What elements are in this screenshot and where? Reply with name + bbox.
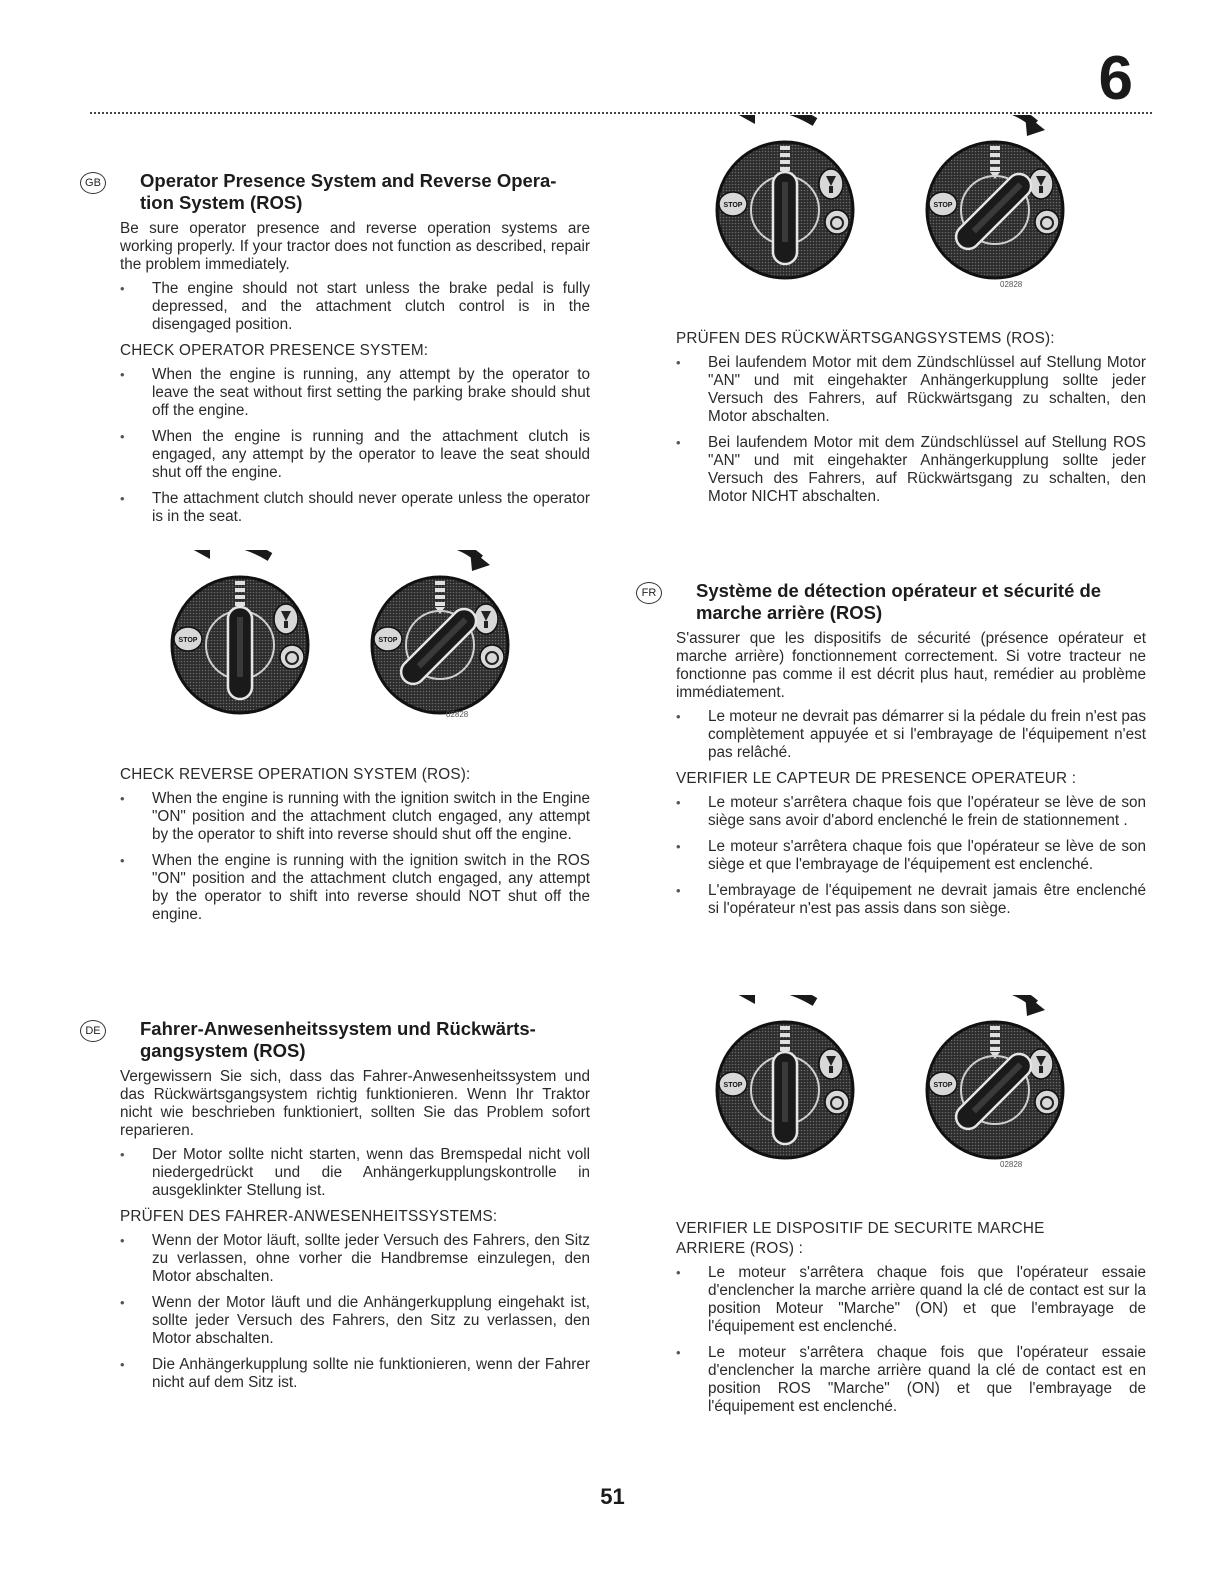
list-item: • Bei laufendem Motor mit dem Zündschlüssel auf Stellung Motor "AN" und mit eingehakter Anhängerkupplung sollte jeder Versuch des Fahrers, auf Rückwärtsgang zu schalten, den Motor abschalten. <box>676 354 1146 426</box>
de-check-ros-list <box>676 354 1146 506</box>
list-item: • L'embrayage de l'équipement ne devrait jamais être enclenché si l'opérateur n'est pas assis dans son siège. <box>676 882 1146 918</box>
fr-check-ros-list <box>676 1264 1146 1416</box>
gb-ignition-switch-figure <box>150 550 510 725</box>
list-item: • When the engine is running with the ignition switch in the Engine "ON" position and the attachment clutch engaged, any attempt by the operator to shift into reverse should shut off the engine. <box>120 790 590 844</box>
ignition-switch-ros-position <box>927 995 1063 1158</box>
list-item: • Die Anhängerkupplung sollte nie funktionieren, wenn der Fahrer nicht auf dem Sitz ist. <box>120 1356 590 1392</box>
list-item: • Bei laufendem Motor mit dem Zündschlüssel auf Stellung ROS "AN" und mit eingehakter Anhängerkupplung sollte jeder Versuch des Fahrers, auf Rückwärtsgang zu schalten, den Motor NICHT abschalten. <box>676 434 1146 506</box>
gb-title-line2: tion System (ROS) <box>140 192 303 213</box>
list-item: • Le moteur s'arrêtera chaque fois que l'opérateur se lève de son siège et que l'embrayage de l'équipement est enclenché. <box>676 838 1146 874</box>
fr-ignition-switch-figure <box>690 995 1090 1175</box>
gb-check-ros-heading: CHECK REVERSE OPERATION SYSTEM (ROS): <box>120 766 471 783</box>
header-rule <box>90 112 1152 114</box>
gb-ros-section <box>120 766 590 932</box>
figure-code: 02828 <box>1000 1160 1023 1169</box>
figure-code: 02828 <box>1000 280 1023 289</box>
list-item: • The engine should not start unless the brake pedal is fully depressed, and the attachment clutch control is in the disengaged position. <box>120 280 590 334</box>
gb-check-ops-list <box>120 366 590 526</box>
ignition-switch-engine-position <box>717 995 853 1158</box>
fr-language-badge: FR <box>636 582 662 604</box>
list-item: • When the engine is running with the ignition switch in the ROS "ON" position and the attachment clutch engaged, any attempt by the operator to shift into reverse should NOT shut off the engine. <box>120 852 590 924</box>
list-item: • When the engine is running and the attachment clutch is engaged, any attempt by the operator to leave the seat should shut off the engine. <box>120 428 590 482</box>
fr-check-ops-list <box>676 794 1146 918</box>
fr-intro-list <box>676 708 1146 762</box>
ignition-switch-engine-position <box>717 115 853 278</box>
gb-check-ros-list <box>120 790 590 924</box>
gb-section <box>85 170 590 534</box>
list-item: • Le moteur ne devrait pas démarrer si la pédale du frein n'est pas complètement appuyée et si l'embrayage de l'équipement n'est pas relâché. <box>676 708 1146 762</box>
fr-intro: S'assurer que les dispositifs de sécurité (présence opérateur et marche arrière) fonctionnement correctement. Si votre tracteur ne fonctionne pas comme il est décrit plus haut, remédier au problème immédiatement. <box>676 630 1146 701</box>
chapter-number: 6 <box>1098 44 1133 113</box>
list-item: • Le moteur s'arrêtera chaque fois que l'opérateur essaie d'enclencher la marche arrière quand la clé de contact est en position ROS "Marche" (ON) et que l'embrayage de l'équipement est enclenché. <box>676 1344 1146 1416</box>
de-section-heading <box>85 1018 590 1062</box>
fr-section-heading <box>641 580 1146 624</box>
de-section <box>85 1018 590 1400</box>
ignition-switch-ros-position <box>372 550 508 713</box>
gb-title-line1: Operator Presence System and Reverse Opera- <box>140 170 557 191</box>
gb-intro-list <box>120 280 590 334</box>
ignition-switch-engine-position <box>172 550 308 713</box>
list-item: • Wenn der Motor läuft und die Anhängerkupplung eingehakt ist, sollte jeder Versuch des Fahrers, den Sitz zu verlassen, den Motor abschalten. <box>120 1294 590 1348</box>
stop-label: STOP <box>933 202 953 209</box>
gb-section-heading <box>85 170 590 214</box>
fr-title-line1: Système de détection opérateur et sécurité de <box>696 580 1102 601</box>
de-check-ops-heading: PRÜFEN DES FAHRER-ANWESENHEITSSYSTEMS: <box>120 1208 498 1225</box>
de-ros-section <box>676 330 1146 514</box>
de-check-ops-list <box>120 1232 590 1392</box>
list-item: • The attachment clutch should never operate unless the operator is in the seat. <box>120 490 590 526</box>
fr-ros-section <box>676 1220 1146 1424</box>
stop-label: STOP <box>723 1082 743 1089</box>
fr-check-ops-heading: VERIFIER LE CAPTEUR DE PRESENCE OPERATEUR : <box>676 770 1077 787</box>
list-item: • When the engine is running, any attempt by the operator to leave the seat without first setting the parking brake should shut off the engine. <box>120 366 590 420</box>
fr-section <box>641 580 1146 926</box>
list-item: • Le moteur s'arrêtera chaque fois que l'opérateur essaie d'enclencher la marche arrière quand la clé de contact est sur la position Moteur "Marche" (ON) et que l'embrayage de l'équipement est enclenché. <box>676 1264 1146 1336</box>
de-title-line1: Fahrer-Anwesenheitssystem und Rückwärts- <box>140 1018 536 1039</box>
de-ignition-switch-figure <box>690 115 1090 295</box>
de-intro-list <box>120 1146 590 1200</box>
de-title-line2: gangsystem (ROS) <box>140 1040 306 1061</box>
fr-check-ros-heading-line1: VERIFIER LE DISPOSITIF DE SECURITE MARCHE <box>676 1220 1045 1237</box>
de-check-ros-heading: PRÜFEN DES RÜCKWÄRTSGANGSYSTEMS (ROS): <box>676 330 1055 347</box>
gb-check-ops-heading: CHECK OPERATOR PRESENCE SYSTEM: <box>120 342 429 359</box>
de-language-badge: DE <box>80 1020 106 1042</box>
de-intro: Vergewissern Sie sich, dass das Fahrer-Anwesenheitssystem und das Rückwärtsgangsystem richtig funktionieren. Wenn Ihr Traktor nicht wie beschrieben funktioniert, sollten Sie das Problem sofort reparieren. <box>120 1068 590 1139</box>
stop-label: STOP <box>178 637 198 644</box>
list-item: • Wenn der Motor läuft, sollte jeder Versuch des Fahrers, den Sitz zu verlassen, ohne vorher die Handbremse einzulegen, den Motor abschalten. <box>120 1232 590 1286</box>
gb-language-badge: GB <box>80 172 106 194</box>
fr-title-line2: marche arrière (ROS) <box>696 602 883 623</box>
list-item: • Der Motor sollte nicht starten, wenn das Bremspedal nicht voll niedergedrückt und die Anhängerkupplungskontrolle in ausgeklinkter Stellung ist. <box>120 1146 590 1200</box>
ignition-switch-ros-position <box>927 115 1063 278</box>
fr-check-ros-heading-line2: ARRIERE (ROS) : <box>676 1240 804 1257</box>
stop-label: STOP <box>723 202 743 209</box>
list-item: • Le moteur s'arrêtera chaque fois que l'opérateur se lève de son siège sans avoir d'abord enclenché le frein de stationnement . <box>676 794 1146 830</box>
stop-label: STOP <box>378 637 398 644</box>
gb-intro: Be sure operator presence and reverse operation systems are working properly. If your tractor does not function as described, repair the problem immediately. <box>120 220 590 273</box>
stop-label: STOP <box>933 1082 953 1089</box>
page-number: 51 <box>600 1484 625 1509</box>
figure-code: 02828 <box>446 710 469 719</box>
